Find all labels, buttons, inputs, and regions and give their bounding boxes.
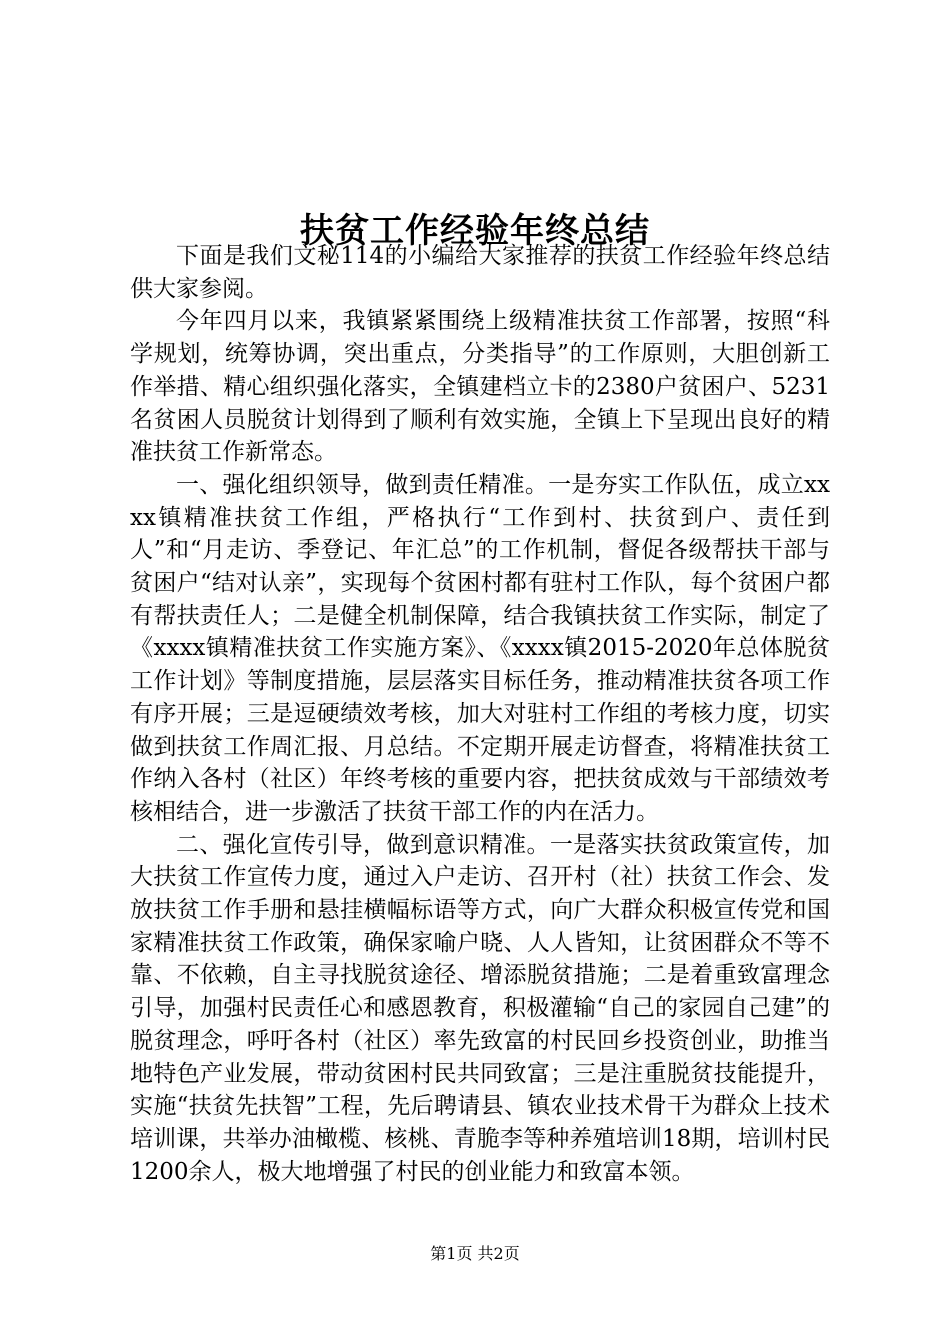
document-body xyxy=(130,240,830,1188)
paragraph-intro: 下面是我们文秘114的小编给大家推荐的扶贫工作经验年终总结供大家参阅。 xyxy=(130,243,830,302)
paragraph-section-2: 二、强化宣传引导，做到意识精准。一是落实扶贫政策宣传，加大扶贫工作宣传力度，通过入户走访、召开村（社）扶贫工作会、发放扶贫工作手册和悬挂横幅标语等方式，向广大群众积极宣传党和国家精准扶贫工作政策，确保家喻户晓、人人皆知，让贫困群众不等不靠、不依赖，自主寻找脱贫途径、增添脱贫措施；二是着重致富理念引导，加强村民责任心和感恩教育，积极灌输“自己的家园自己建”的脱贫理念，呼吁各村（社区）率先致富的村民回乡投资创业，助推当地特色产业发展，带动贫困村民共同致富；三是注重脱贫技能提升，实施“扶贫先扶智”工程，先后聘请县、镇农业技术骨干为群众上技术培训课，共举办油橄榄、核桃、青脆李等种养殖培训18期，培训村民1200余人，极大地增强了村民的创业能力和致富本领。 xyxy=(130,831,830,1185)
paragraph-section-1: 一、强化组织领导，做到责任精准。一是夯实工作队伍，成立xxxx镇精准扶贫工作组，严格执行“工作到村、扶贫到户、责任到人”和“月走访、季登记、年汇总”的工作机制，督促各级帮扶干部与贫困户“结对认亲”，实现每个贫困村都有驻村工作队，每个贫困户都有帮扶责任人；二是健全机制保障，结合我镇扶贫工作实际，制定了《xxxx镇精准扶贫工作实施方案》、《xxxx镇2015-2020年总体脱贫工作计划》等制度措施，层层落实目标任务，推动精准扶贫各项工作有序开展；三是逗硬绩效考核，加大对驻村工作组的考核力度，切实做到扶贫工作周汇报、月总结。不定期开展走访督查，将精准扶贫工作纳入各村（社区）年终考核的重要内容，把扶贫成效与干部绩效考核相结合，进一步激活了扶贫干部工作的内在活力。 xyxy=(130,471,830,825)
document-title: 扶贫工作经验年终总结 xyxy=(300,210,650,251)
paragraph-overview: 今年四月以来，我镇紧紧围绕上级精准扶贫工作部署，按照“科学规划，统筹协调，突出重点，分类指导”的工作原则，大胆创新工作举措、精心组织强化落实，全镇建档立卡的2380户贫困户、5231名贫困人员脱贫计划得到了顺利有效实施，全镇上下呈现出良好的精准扶贫工作新常态。 xyxy=(130,308,830,466)
page-number-footer: 第1页 共2页 xyxy=(430,1244,520,1263)
